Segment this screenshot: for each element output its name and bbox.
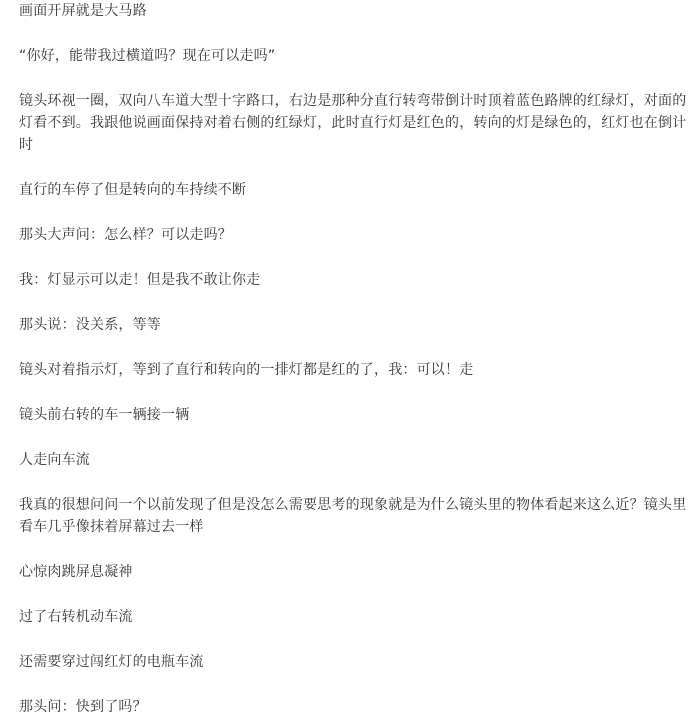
paragraph: 还需要穿过闯红灯的电瓶车流 [19,654,204,670]
paragraph: 人走向车流 [19,452,90,468]
paragraph: 镜头对着指示灯，等到了直行和转向的一排灯都是红的了，我：可以！走 [19,362,474,378]
paragraph: 那头问：快到了吗？ [19,699,147,715]
paragraph: 过了右转机动车流 [19,609,133,625]
paragraph: 直行的车停了但是转向的车持续不断 [19,182,247,198]
paragraph: 镜头前右转的车一辆接一辆 [19,407,190,423]
paragraph: 我真的很想问问一个以前发现了但是没怎么需要思考的现象就是为什么镜头里的物体看起来这么近？镜头里看车几乎像抹着屏幕过去一样 [19,497,687,535]
paragraph: 那头说：没关系，等等 [19,317,161,333]
paragraph: 心惊肉跳屏息凝神 [19,564,133,580]
paragraph: “你好，能带我过横道吗？现在可以走吗” [19,48,276,64]
paragraph: 我：灯显示可以走！但是我不敢让你走 [19,272,261,288]
paragraph: 那头大声问：怎么样？可以走吗？ [19,227,232,243]
paragraph: 镜头环视一圈，双向八车道大型十字路口，右边是那种分直行转弯带倒计时顶着蓝色路牌的红绿灯，对面的灯看不到。我跟他说画面保持对着右侧的红绿灯，此时直行灯是红色的，转向的灯是绿色的，红灯也在倒计时 [19,93,687,153]
paragraph: 画面开屏就是大马路 [19,3,147,19]
